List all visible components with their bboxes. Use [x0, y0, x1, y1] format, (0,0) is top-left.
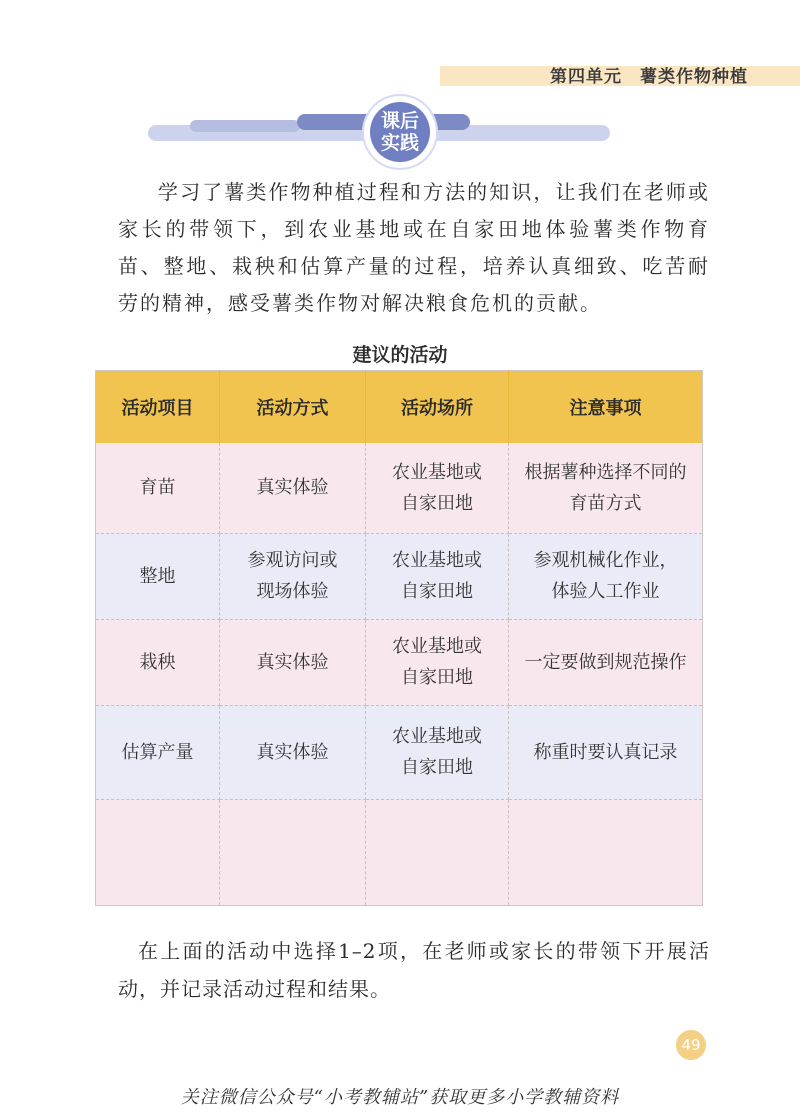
header-cell: 活动方式	[220, 371, 366, 444]
activity-table	[95, 370, 703, 906]
table-cell: 农业基地或 自家田地	[366, 705, 509, 799]
section-badge	[370, 102, 430, 162]
table-cell: 一定要做到规范操作	[509, 619, 703, 705]
outro-text: 在上面的活动中选择1–2项，在老师或家长的带领下开展活动，并记录活动过程和结果。	[118, 939, 710, 1001]
intro-text: 学习了薯类作物种植过程和方法的知识，让我们在老师或家长的带领下，到农业基地或在自家田地体验薯类作物育苗、整地、栽秧和估算产量的过程，培养认真细致、吃苦耐劳的精神，感受薯类作物对解决粮食危机的贡献。	[118, 180, 710, 315]
table-cell	[366, 799, 509, 905]
section-decoration	[0, 0, 800, 170]
table-cell: 农业基地或 自家田地	[366, 619, 509, 705]
table-row	[96, 443, 703, 533]
table-cell: 栽秧	[96, 619, 220, 705]
table-row-empty	[96, 799, 703, 905]
table-row	[96, 533, 703, 619]
table-cell: 根据薯种选择不同的 育苗方式	[509, 443, 703, 533]
table-cell: 真实体验	[220, 705, 366, 799]
table-cell	[509, 799, 703, 905]
unit-title: 第四单元 薯类作物种植	[550, 67, 748, 87]
header-cell: 活动场所	[366, 371, 509, 444]
header-cell: 活动项目	[96, 371, 220, 444]
table-cell: 估算产量	[96, 705, 220, 799]
decor-bar-mid	[190, 120, 300, 132]
table-cell: 整地	[96, 533, 220, 619]
watermark-text: 关注微信公众号“小考教辅站”获取更多小学教辅资料	[180, 1087, 620, 1108]
table-cell: 育苗	[96, 443, 220, 533]
table-cell: 真实体验	[220, 443, 366, 533]
table-row	[96, 619, 703, 705]
page-number: 49	[676, 1030, 706, 1060]
table-cell	[220, 799, 366, 905]
table-title: 建议的活动	[352, 344, 448, 366]
outro-paragraph	[118, 932, 710, 1008]
table-cell: 参观机械化作业， 体验人工作业	[509, 533, 703, 619]
table-header-row	[96, 371, 703, 444]
table-cell	[96, 799, 220, 905]
table-cell: 农业基地或 自家田地	[366, 443, 509, 533]
badge-line-1: 课后	[380, 110, 419, 132]
table-cell: 农业基地或 自家田地	[366, 533, 509, 619]
header-cell: 注意事项	[509, 371, 703, 444]
table-cell: 参观访问或 现场体验	[220, 533, 366, 619]
table-cell: 称重时要认真记录	[509, 705, 703, 799]
intro-paragraph	[118, 174, 710, 322]
table-cell: 真实体验	[220, 619, 366, 705]
table-row	[96, 705, 703, 799]
badge-line-2: 实践	[380, 132, 419, 154]
